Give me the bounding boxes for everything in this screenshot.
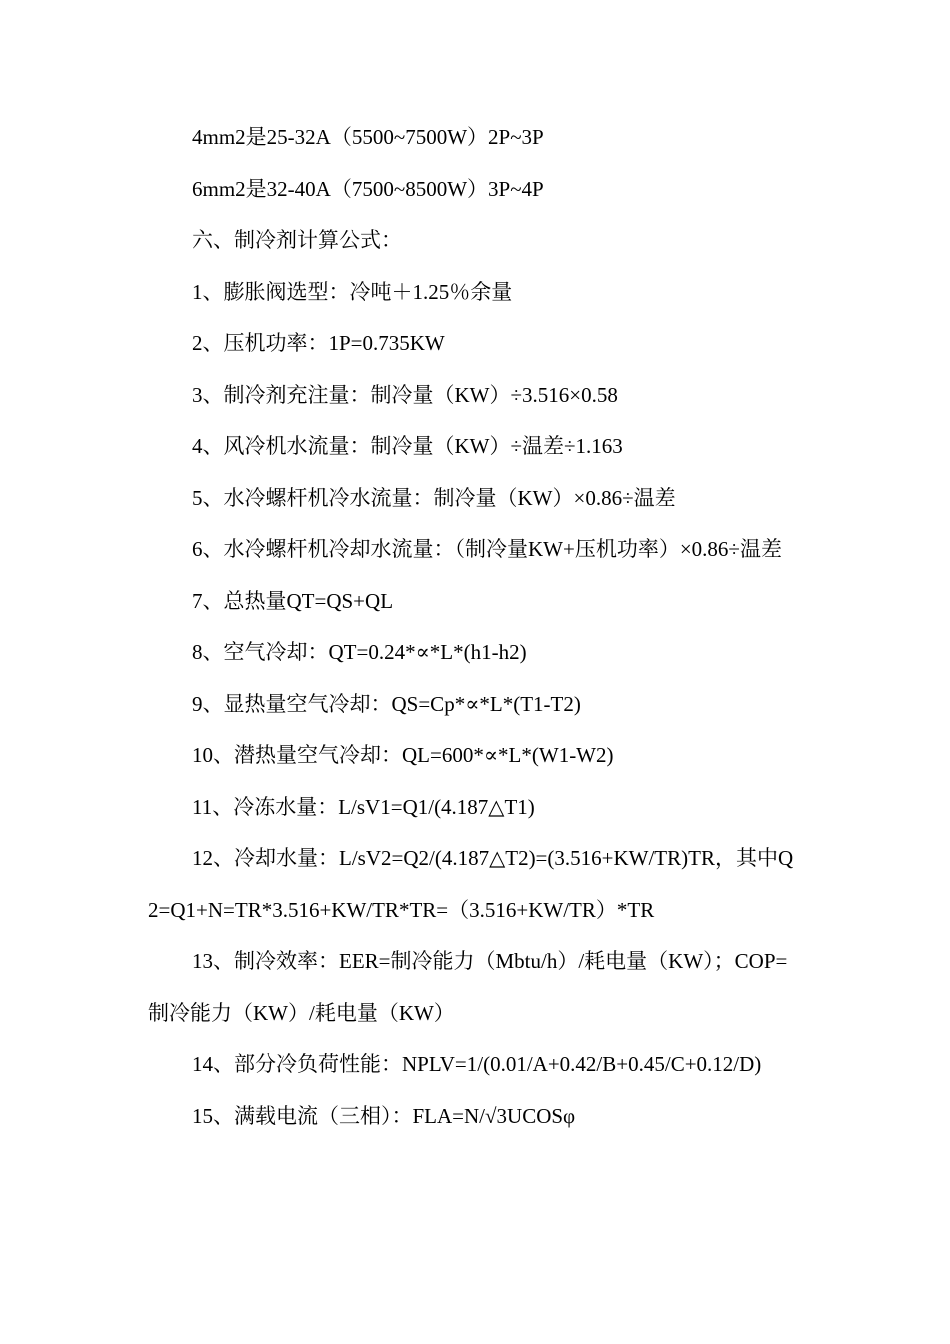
formula-item-5: 5、水冷螺杆机冷水流量：制冷量（KW）×0.86÷温差 (192, 485, 676, 510)
formula-item-3: 3、制冷剂充注量：制冷量（KW）÷3.516×0.58 (192, 382, 618, 407)
formula-item-4: 4、风冷机水流量：制冷量（KW）÷温差÷1.163 (192, 434, 623, 458)
formula-item-15: 15、满载电流（三相）：FLA=N/√3UCOSφ (192, 1103, 576, 1128)
formula-item-7: 7、总热量QT=QS+QL (192, 588, 394, 613)
document-body (148, 112, 798, 1142)
formula-item-11: 11、冷冻水量：L/sV1=Q1/(4.187△T1) (192, 794, 535, 819)
formula-item-1: 1、膨胀阀选型：冷吨＋1.25％余量 (192, 279, 513, 304)
formula-item-9: 9、显热量空气冷却：QS=Cp*∝*L*(T1-T2) (192, 691, 581, 716)
paragraph-wire-6mm2: 6mm2是32-40A（7500~8500W）3P~4P (192, 176, 544, 201)
formula-item-13: 13、制冷效率：EER=制冷能力（Mbtu/h）/耗电量（KW）；COP=制冷能力（KW）/耗电量（KW） (148, 949, 788, 1025)
formula-item-6: 6、水冷螺杆机冷却水流量：（制冷量KW+压机功率）×0.86÷温差 (192, 537, 782, 561)
formula-item-8: 8、空气冷却：QT=0.24*∝*L*(h1-h2) (192, 640, 527, 664)
paragraph-wire-4mm2: 4mm2是25-32A（5500~7500W）2P~3P (192, 125, 544, 149)
formula-item-2: 2、压机功率：1P=0.735KW (192, 331, 445, 355)
formula-item-14: 14、部分冷负荷性能：NPLV=1/(0.01/A+0.42/B+0.45/C+0.12/D) (192, 1052, 762, 1076)
formula-item-12: 12、冷却水量：L/sV2=Q2/(4.187△T2)=(3.516+KW/TR)TR，其中Q2=Q1+N=TR*3.516+KW/TR*TR=（3.516+KW/TR）*TR (148, 846, 794, 922)
section-heading-refrigerant-formulas: 六、制冷剂计算公式： (192, 228, 402, 252)
formula-item-10: 10、潜热量空气冷却：QL=600*∝*L*(W1-W2) (192, 743, 614, 767)
